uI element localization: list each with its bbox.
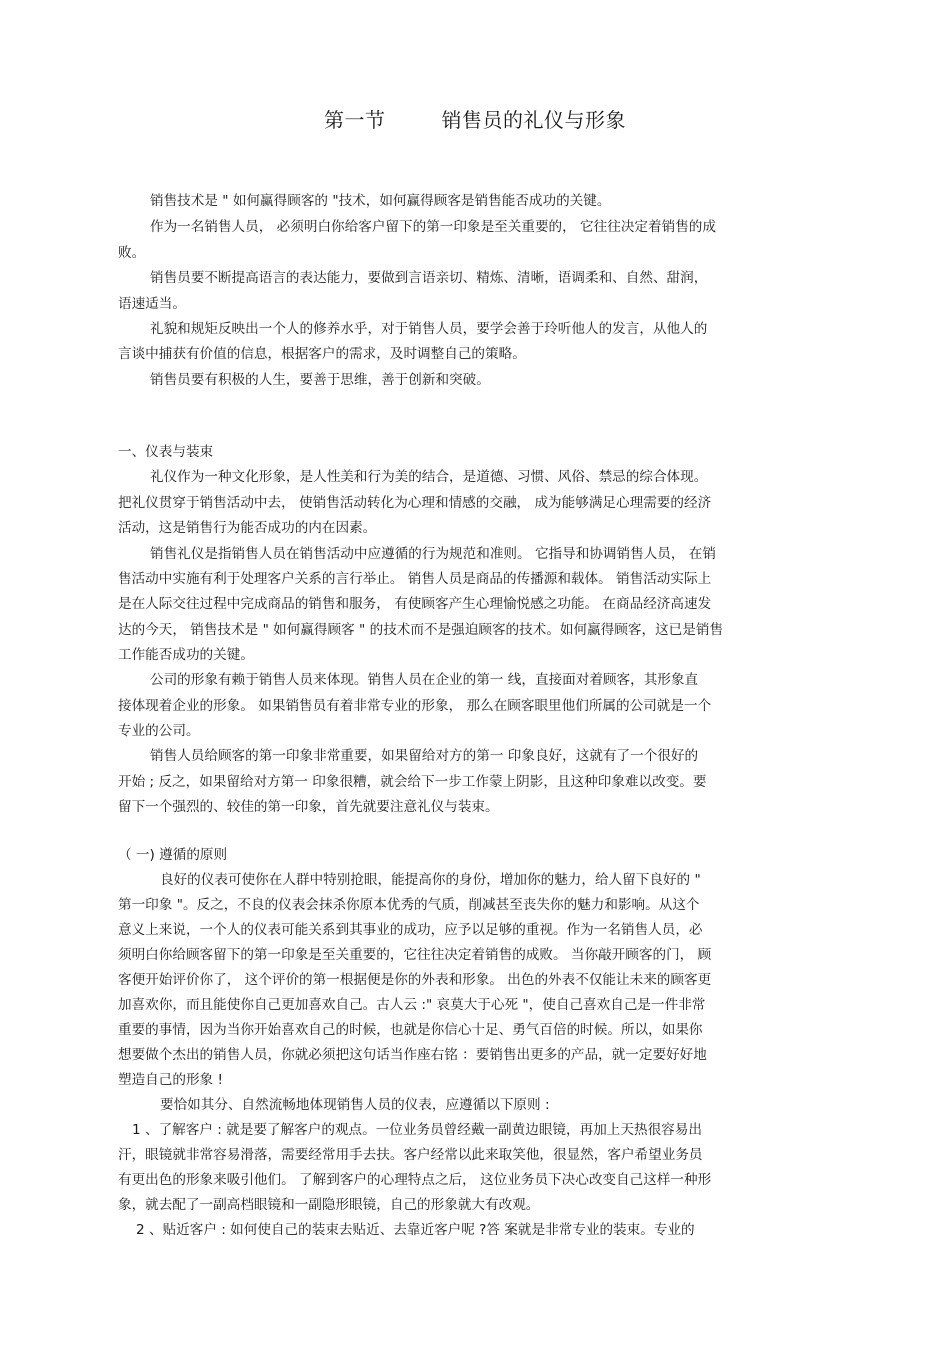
text-line: 销售员要有积极的人生，要善于思维，善于创新和突破。 xyxy=(150,372,490,388)
text-line: 良好的仪表可使你在人群中特别抢眼，能提高你的身份，增加你的魅力，给人留下良好的 " xyxy=(160,872,701,888)
title-text: 销售员的礼仪与形象 xyxy=(441,108,626,132)
text-line: 客便开始评价你了， 这个评价的第一根据便是你的外表和形象。 出色的外表不仅能让未来的顾客更 xyxy=(118,972,712,988)
text-line: 语速适当。 xyxy=(118,296,186,312)
text-line: 是在人际交往过程中完成商品的销售和服务， 有使顾客产生心理愉悦感之功能。 在商品经济高速发 xyxy=(118,596,712,612)
text-line: 1 、了解客户 : 就是要了解客户的观点。一位业务员曾经戴一副黄边眼镜，再加上天热很容易出 xyxy=(132,1122,702,1138)
text-line: 把礼仪贯穿于销售活动中去， 使销售活动转化为心理和情感的交融， 成为能够满足心理需要的经济 xyxy=(118,495,712,511)
text-line: 活动，这是销售行为能否成功的内在因素。 xyxy=(118,520,377,536)
title-section: 第一节 xyxy=(324,108,386,132)
text-line: 2 、贴近客户 : 如何使自己的装束去贴近、去靠近客户呢 ?答 案就是非常专业的装束。专业的 xyxy=(136,1222,695,1238)
page-title xyxy=(0,104,950,133)
text-line: 意义上来说，一个人的仪表可能关系到其事业的成功，应予以足够的重视。作为一名销售人员，必 xyxy=(118,922,703,938)
text-line: 加喜欢你，而且能使你自己更加喜欢自己。古人云 :" 哀莫大于心死 "，使自己喜欢自己是一件非常 xyxy=(118,997,706,1013)
text-line: 公司的形象有赖于销售人员来体现。销售人员在企业的第一 线，直接面对着顾客，其形象直 xyxy=(150,672,699,688)
text-line: 接体现着企业的形象。 如果销售员有着非常专业的形象， 那么在顾客眼里他们所属的公司就是一个 xyxy=(118,698,712,714)
text-line: 第一印象 "。反之，不良的仪表会抹杀你原本优秀的气质，削减甚至丧失你的魅力和影响。从这个 xyxy=(118,897,700,913)
text-line: 销售技术是 " 如何赢得顾客的 "技术，如何赢得顾客是销售能否成功的关键。 xyxy=(150,193,611,209)
text-line: 开始 ; 反之，如果留给对方第一 印象很糟，就会给下一步工作蒙上阴影，且这种印象难以改变。要 xyxy=(118,774,707,790)
text-line: 想要做个杰出的销售人员，你就必须把这句话当作座右铭 ：要销售出更多的产品，就一定要好好地 xyxy=(118,1047,707,1063)
text-line: 须明白你给顾客留下的第一印象是至关重要的，它往往决定着销售的成败。 当你敲开顾客的门， 顾 xyxy=(118,947,712,963)
text-line: 重要的事情，因为当你开始喜欢自己的时候，也就是你信心十足、勇气百倍的时候。所以，如果你 xyxy=(118,1022,703,1038)
text-line: 要恰如其分、自然流畅地体现销售人员的仪表，应遵循以下原则 : xyxy=(160,1097,550,1113)
text-line: 象，就去配了一副高档眼镜和一副隐形眼镜，自己的形象就大有改观。 xyxy=(118,1197,540,1213)
text-line: 留下一个强烈的、较佳的第一印象，首先就要注意礼仪与装束。 xyxy=(118,799,499,815)
text-line: 有更出色的形象来吸引他们。 了解到客户的心理特点之后， 这位业务员下决心改变自己这样一种形 xyxy=(118,1172,712,1188)
text-line: 塑造自己的形象 ! xyxy=(118,1072,223,1088)
section-heading: 一、仪表与装束 xyxy=(118,444,214,460)
text-line: 礼貌和规矩反映出一个人的修养水乎，对于销售人员，要学会善于玲听他人的发言，从他人的 xyxy=(150,321,708,337)
text-line: 销售员要不断提高语言的表达能力，要做到言语亲切、精炼、清晰，语调柔和、自然、甜润， xyxy=(150,270,708,286)
text-line: 销售礼仪是指销售人员在销售活动中应遵循的行为规范和准则。 它指导和协调销售人员， 在销 xyxy=(150,546,716,562)
text-line: 售活动中实施有利于处理客户关系的言行举止。 销售人员是商品的传播源和载体。 销售活动实际上 xyxy=(118,571,712,587)
text-line: 工作能否成功的关键。 xyxy=(118,647,254,663)
text-line: 礼仪作为一种文化形象，是人性美和行为美的结合，是道德、习惯、风俗、禁忌的综合体现。 xyxy=(150,469,708,485)
text-line: 销售人员给顾客的第一印象非常重要，如果留给对方的第一 印象良好，这就有了一个很好的 xyxy=(150,748,699,764)
text-line: 言谈中捕获有价值的信息，根据客户的需求，及时调整自己的策略。 xyxy=(118,346,526,362)
text-line: 败。 xyxy=(118,245,146,261)
subsection-heading: （ 一) 遵循的原则 xyxy=(118,847,228,863)
text-line: 专业的公司。 xyxy=(118,723,200,739)
text-line: 汗，眼镜就非常容易滑落，需要经常用手去扶。客户经常以此来取笑他，很显然，客户希望业务员 xyxy=(118,1147,703,1163)
text-line: 达的今天， 销售技术是 " 如何赢得顾客 " 的技术而不是强迫顾客的技术。如何赢得顾客，这已是销售 xyxy=(118,622,724,638)
text-line: 作为一名销售人员， 必须明白你给客户留下的第一印象是至关重要的， 它往往决定着销售的成 xyxy=(150,219,716,235)
